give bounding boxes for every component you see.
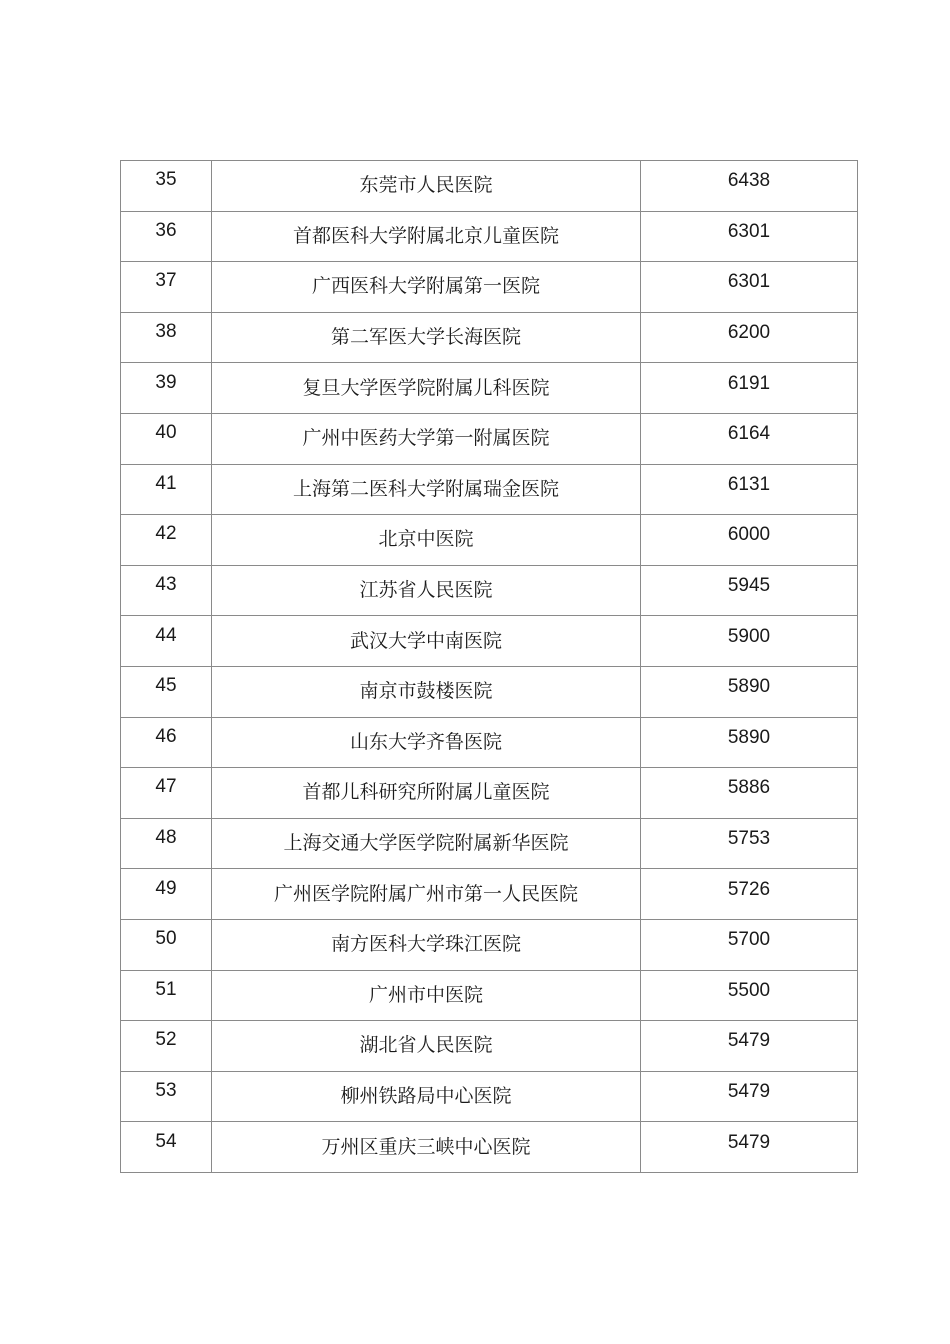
value-cell: 5945 [641,565,858,616]
rank-cell: 40 [121,413,212,464]
rank-cell: 52 [121,1021,212,1072]
hospital-name-cell: 山东大学齐鲁医院 [212,717,641,768]
value-cell: 6200 [641,312,858,363]
value-cell: 5886 [641,768,858,819]
hospital-name-cell: 东莞市人民医院 [212,161,641,212]
rank-cell: 50 [121,919,212,970]
table-row [121,970,858,1021]
rank-cell: 45 [121,666,212,717]
table-row [121,413,858,464]
rank-cell: 41 [121,464,212,515]
table-row [121,161,858,212]
table-row [121,211,858,262]
table-row [121,1122,858,1173]
hospital-name-cell: 柳州铁路局中心医院 [212,1071,641,1122]
hospital-name-cell: 上海第二医科大学附属瑞金医院 [212,464,641,515]
table-row [121,1021,858,1072]
value-cell: 6164 [641,413,858,464]
hospital-name-cell: 武汉大学中南医院 [212,616,641,667]
table-row [121,312,858,363]
value-cell: 5500 [641,970,858,1021]
table-body [121,161,858,1173]
rank-cell: 42 [121,515,212,566]
value-cell: 5890 [641,666,858,717]
value-cell: 6438 [641,161,858,212]
hospital-name-cell: 南京市鼓楼医院 [212,666,641,717]
value-cell: 5479 [641,1122,858,1173]
table-row [121,818,858,869]
rank-cell: 49 [121,869,212,920]
table-row [121,919,858,970]
rank-cell: 47 [121,768,212,819]
table-row [121,565,858,616]
rank-cell: 54 [121,1122,212,1173]
table-row [121,515,858,566]
table-row [121,363,858,414]
hospital-name-cell: 万州区重庆三峡中心医院 [212,1122,641,1173]
hospital-name-cell: 首都儿科研究所附属儿童医院 [212,768,641,819]
table-row [121,768,858,819]
rank-cell: 37 [121,262,212,313]
table-row [121,616,858,667]
rank-cell: 51 [121,970,212,1021]
value-cell: 5900 [641,616,858,667]
value-cell: 6301 [641,262,858,313]
hospital-name-cell: 上海交通大学医学院附属新华医院 [212,818,641,869]
hospital-name-cell: 广西医科大学附属第一医院 [212,262,641,313]
rank-cell: 43 [121,565,212,616]
hospital-name-cell: 首都医科大学附属北京儿童医院 [212,211,641,262]
value-cell: 5479 [641,1071,858,1122]
value-cell: 6301 [641,211,858,262]
rank-cell: 38 [121,312,212,363]
rank-cell: 44 [121,616,212,667]
hospital-name-cell: 北京中医院 [212,515,641,566]
rank-cell: 53 [121,1071,212,1122]
rank-cell: 48 [121,818,212,869]
table-row [121,666,858,717]
value-cell: 6000 [641,515,858,566]
rank-cell: 35 [121,161,212,212]
table-row [121,717,858,768]
rank-cell: 46 [121,717,212,768]
hospital-name-cell: 第二军医大学长海医院 [212,312,641,363]
hospital-ranking-table [120,160,858,1173]
value-cell: 5700 [641,919,858,970]
table-row [121,869,858,920]
hospital-name-cell: 广州中医药大学第一附属医院 [212,413,641,464]
value-cell: 6191 [641,363,858,414]
value-cell: 5726 [641,869,858,920]
value-cell: 6131 [641,464,858,515]
rank-cell: 36 [121,211,212,262]
table-row [121,464,858,515]
table-row [121,262,858,313]
hospital-name-cell: 南方医科大学珠江医院 [212,919,641,970]
value-cell: 5479 [641,1021,858,1072]
hospital-name-cell: 广州市中医院 [212,970,641,1021]
rank-cell: 39 [121,363,212,414]
hospital-name-cell: 湖北省人民医院 [212,1021,641,1072]
hospital-name-cell: 复旦大学医学院附属儿科医院 [212,363,641,414]
value-cell: 5753 [641,818,858,869]
hospital-name-cell: 广州医学院附属广州市第一人民医院 [212,869,641,920]
value-cell: 5890 [641,717,858,768]
table-row [121,1071,858,1122]
hospital-name-cell: 江苏省人民医院 [212,565,641,616]
